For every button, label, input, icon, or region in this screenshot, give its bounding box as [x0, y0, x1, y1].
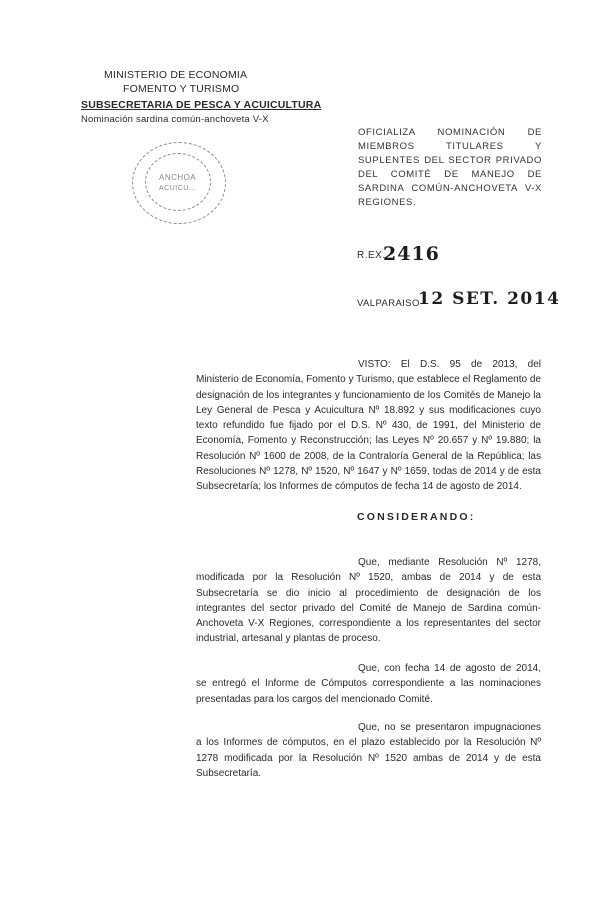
visto-paragraph: VISTO: El D.S. 95 de 2013, del Ministerio de Economía, Fomento y Turismo, que establece el Reglamento de designación de los integrantes y funcionamiento de los Comités de Manejo la Ley General de Pesca y Acuicultura Nº 18.892 y sus modificaciones cuyo texto refundido fue fijado por el D.S. Nº 430, de 1991, del Ministerio de Economía, Fomento y Reconstrucción; las Leyes Nº 20.657 y Nº 19.880; la Resolución Nº 1600 de 2008, de la Contraloría General de la República; las Resoluciones Nº 1278, Nº 1520, Nº 1647 y Nº 1659, todas de 2014 y de esta Subsecretaría; los Informes de cómputos de fecha 14 de agosto de 2014.: [196, 359, 541, 493]
considerando-paragraph-3: Que, no se presentaron impugnaciones a los Informes de cómputos, en el plazo establecido por la Resolución Nº 1278 modificada por la Resolución Nº 1520 ambas de 2014 y de esta Subsecretaría.: [196, 722, 541, 779]
considerando-paragraph-2: Que, con fecha 14 de agosto de 2014, se entregó el Informe de Cómputos correspondiente a las nominaciones presentadas para los cargos del mencionado Comité.: [196, 663, 541, 705]
subject-short: Nominación sardina común-anchoveta V-X: [81, 114, 269, 125]
considerando-heading: CONSIDERANDO:: [357, 511, 476, 523]
place-label: VALPARAISO: [357, 298, 420, 309]
ministry-subtitle: FOMENTO Y TURISMO: [123, 83, 240, 95]
resolution-subject: OFICIALIZA NOMINACIÓN DE MIEMBROS TITULARES Y SUPLENTES DEL SECTOR PRIVADO DEL COMITÉ DE MANEJO DE SARDINA COMÚN-ANCHOVETA V-X REGIONES.: [358, 127, 542, 208]
resolution-date: 12 SET. 2014: [418, 289, 561, 309]
stamp-line-2: ACUICU...: [159, 185, 197, 192]
resolution-number: 2416: [383, 243, 440, 265]
ministry-name: MINISTERIO DE ECONOMIA: [104, 69, 248, 81]
subsecretaria-title: SUBSECRETARIA DE PESCA Y ACUICULTURA: [81, 99, 322, 111]
official-stamp: [132, 142, 226, 224]
stamp-line-1: ANCHOA: [159, 173, 197, 182]
considerando-paragraph-1: Que, mediante Resolución Nº 1278, modificada por la Resolución Nº 1520, ambas de 2014 y de esta Subsecretaría se dio inicio al procedimiento de designación de los integrantes del sector privado del Comité de Manejo de Sardina común-Anchoveta V-X Regiones, correspondiente a los representantes del sector industrial, artesanal y plantas de proceso.: [196, 557, 541, 645]
resolution-prefix: R.EX.: [357, 250, 386, 261]
